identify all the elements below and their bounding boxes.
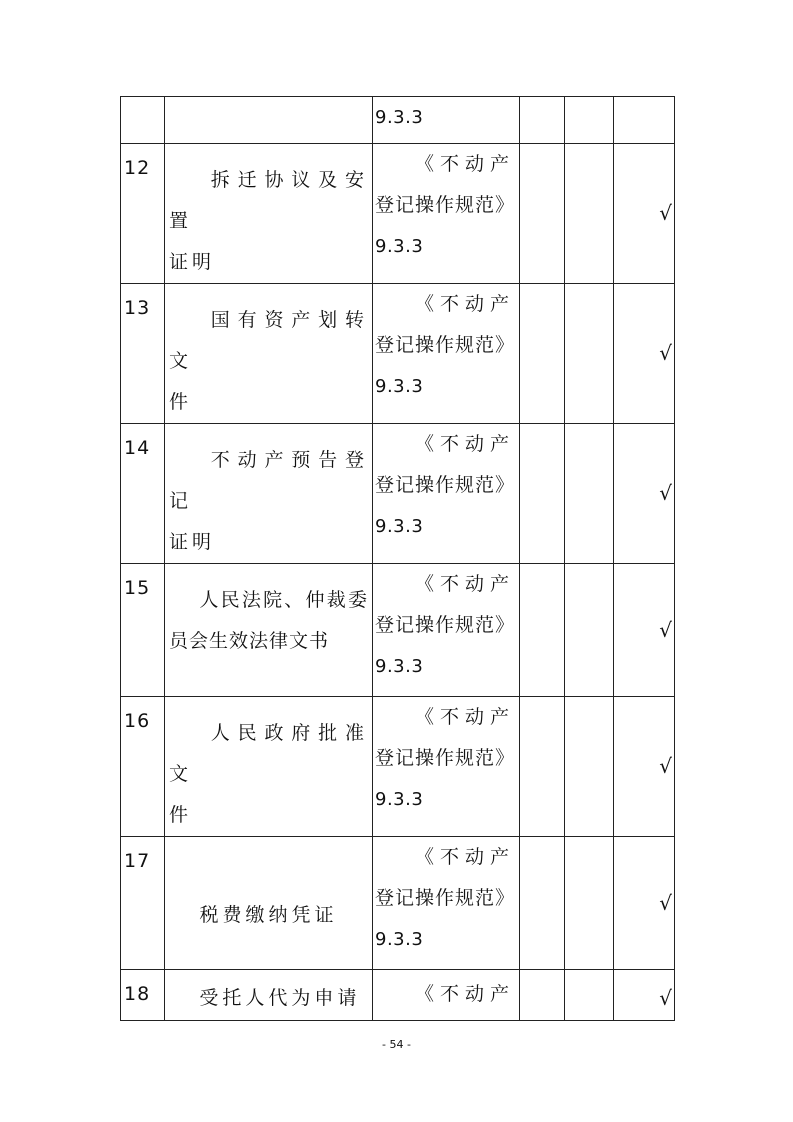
check-mark: √ bbox=[614, 697, 675, 837]
basis-cell bbox=[373, 697, 520, 837]
basis-title-line2: 登记操作规范》 bbox=[375, 747, 516, 769]
material-name-line1: 人民政府批准文 bbox=[169, 722, 368, 785]
check-cell-b bbox=[565, 144, 614, 284]
page-number: - 54 - bbox=[382, 1038, 411, 1051]
basis-title-line1: 《不动产 bbox=[414, 983, 515, 1005]
basis-title-line1: 《不动产 bbox=[414, 573, 515, 595]
material-name-line2: 件 bbox=[169, 391, 193, 413]
row-number: 13 bbox=[121, 284, 165, 424]
material-name-cell bbox=[165, 144, 373, 284]
row-number: 17 bbox=[121, 837, 165, 970]
material-name-line2: 证明 bbox=[169, 251, 216, 273]
material-name: 受托人代为申请 bbox=[165, 970, 373, 1021]
basis-clause: 9.3.3 bbox=[375, 376, 424, 397]
table-row bbox=[121, 697, 675, 837]
basis-title-line2: 登记操作规范》 bbox=[375, 887, 516, 909]
check-mark: √ bbox=[614, 837, 675, 970]
check-cell-a bbox=[520, 97, 565, 144]
material-name-line2: 件 bbox=[169, 804, 193, 826]
material-name-line1: 国有资产划转文 bbox=[169, 309, 368, 372]
check-cell-c bbox=[614, 97, 675, 144]
basis-title-line2: 登记操作规范》 bbox=[375, 474, 516, 496]
basis-cell bbox=[373, 144, 520, 284]
row-number: 18 bbox=[121, 970, 165, 1021]
basis-title-line1: 《不动产 bbox=[414, 706, 515, 728]
check-cell-b bbox=[565, 970, 614, 1021]
materials-table-container bbox=[120, 96, 674, 1021]
check-cell-a bbox=[520, 284, 565, 424]
table-row bbox=[121, 837, 675, 970]
basis-title-line2: 登记操作规范》 bbox=[375, 334, 516, 356]
basis-cell bbox=[373, 837, 520, 970]
basis-clause: 9.3.3 bbox=[375, 236, 424, 257]
basis-title-line2: 登记操作规范》 bbox=[375, 614, 516, 636]
material-name-cell bbox=[165, 284, 373, 424]
basis-title-line2: 登记操作规范》 bbox=[375, 194, 516, 216]
basis-title-line1: 《不动产 bbox=[414, 153, 515, 175]
table-row bbox=[121, 564, 675, 697]
material-name-line2: 证明 bbox=[169, 531, 216, 553]
basis-cell bbox=[373, 970, 520, 1021]
basis-clause: 9.3.3 bbox=[375, 656, 424, 677]
check-cell-b bbox=[565, 697, 614, 837]
check-cell-b bbox=[565, 564, 614, 697]
basis-clause: 9.3.3 bbox=[375, 789, 424, 810]
material-name-line1: 人民法院、仲裁委 bbox=[199, 589, 368, 611]
basis-clause: 9.3.3 bbox=[375, 516, 424, 537]
check-mark: √ bbox=[614, 284, 675, 424]
basis-cell bbox=[373, 284, 520, 424]
check-mark: √ bbox=[614, 970, 675, 1021]
material-name-line2: 员会生效法律文书 bbox=[169, 630, 330, 652]
basis-cell bbox=[373, 424, 520, 564]
table-row bbox=[121, 144, 675, 284]
table-row bbox=[121, 284, 675, 424]
check-cell-b bbox=[565, 424, 614, 564]
basis-clause: 9.3.3 bbox=[375, 107, 424, 128]
table-row bbox=[121, 970, 675, 1021]
row-number: 15 bbox=[121, 564, 165, 697]
check-cell-b bbox=[565, 837, 614, 970]
check-cell-b bbox=[565, 97, 614, 144]
check-cell-a bbox=[520, 424, 565, 564]
material-name-cell bbox=[165, 424, 373, 564]
basis-cell bbox=[373, 97, 520, 144]
basis-cell bbox=[373, 564, 520, 697]
table-row-continued bbox=[121, 97, 675, 144]
row-number: 16 bbox=[121, 697, 165, 837]
row-number: 14 bbox=[121, 424, 165, 564]
basis-clause: 9.3.3 bbox=[375, 929, 424, 950]
check-cell-a bbox=[520, 697, 565, 837]
materials-table bbox=[120, 96, 675, 1021]
material-name-line1: 不动产预告登记 bbox=[169, 449, 368, 512]
number-cell bbox=[121, 97, 165, 144]
check-cell-a bbox=[520, 564, 565, 697]
material-name-cell bbox=[165, 697, 373, 837]
material-name: 税费缴纳凭证 bbox=[165, 837, 373, 970]
check-mark: √ bbox=[614, 144, 675, 284]
basis-title-line1: 《不动产 bbox=[414, 846, 515, 868]
basis-title-line1: 《不动产 bbox=[414, 433, 515, 455]
material-name-cell bbox=[165, 564, 373, 697]
material-name-cell bbox=[165, 97, 373, 144]
table-row bbox=[121, 424, 675, 564]
check-cell-b bbox=[565, 284, 614, 424]
check-cell-a bbox=[520, 837, 565, 970]
check-mark: √ bbox=[614, 564, 675, 697]
basis-title-line1: 《不动产 bbox=[414, 293, 515, 315]
material-name-line1: 拆迁协议及安置 bbox=[169, 169, 368, 232]
check-cell-a bbox=[520, 144, 565, 284]
row-number: 12 bbox=[121, 144, 165, 284]
check-cell-a bbox=[520, 970, 565, 1021]
check-mark: √ bbox=[614, 424, 675, 564]
